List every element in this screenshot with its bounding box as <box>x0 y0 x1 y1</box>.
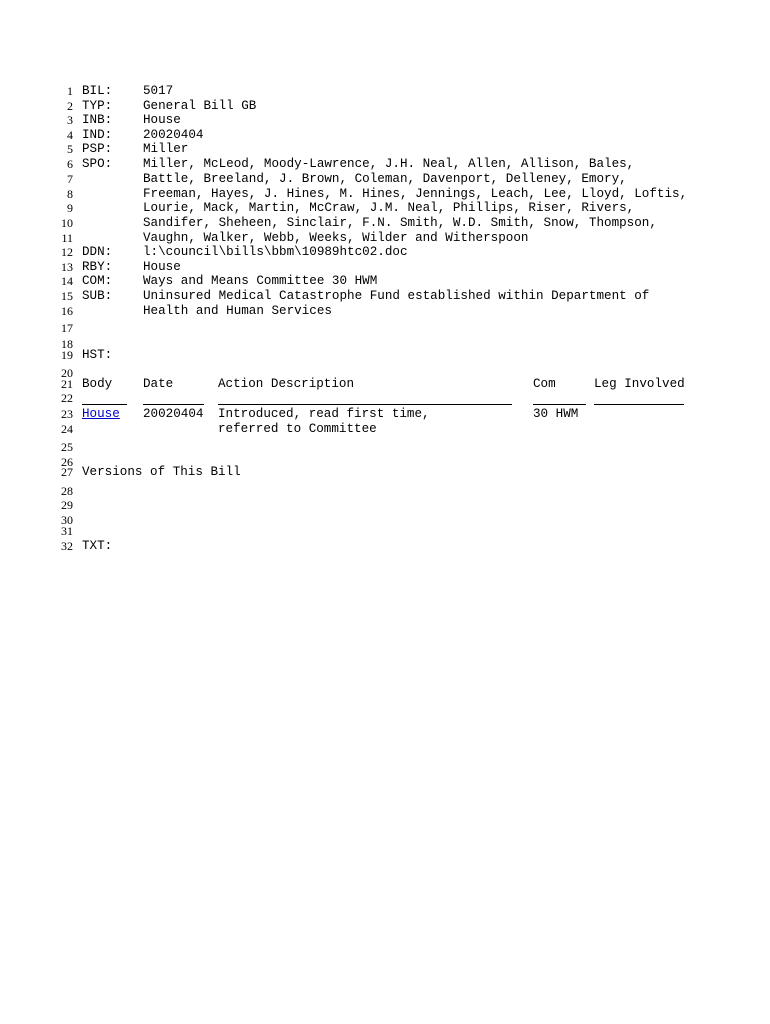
line-number: 26 <box>61 455 73 469</box>
body-link[interactable]: House <box>82 407 120 421</box>
rby-label: RBY: <box>82 260 113 274</box>
action-committee: 30 HWM <box>533 407 579 421</box>
sponsors-line: Miller, McLeod, Moody-Lawrence, J.H. Neal, Allen, Allison, Bales, <box>143 157 635 171</box>
line-number: 24 <box>61 422 73 436</box>
spo-label: SPO: <box>82 157 113 171</box>
line-number: 5 <box>67 142 73 156</box>
hst-label: HST: <box>82 348 113 362</box>
header-rule <box>594 404 684 405</box>
action-description: referred to Committee <box>218 422 377 436</box>
sponsors-line: Freeman, Hayes, J. Hines, M. Hines, Jennings, Leach, Lee, Lloyd, Loftis, <box>143 187 688 201</box>
sub-label: SUB: <box>82 289 113 303</box>
primary-sponsor: Miller <box>143 142 189 156</box>
action-date: 20020404 <box>143 407 204 421</box>
line-number: 20 <box>61 366 73 380</box>
line-number: 30 <box>61 513 73 527</box>
line-number: 31 <box>61 524 73 538</box>
line-number: 12 <box>61 245 73 259</box>
line-number: 28 <box>61 484 73 498</box>
psp-label: PSP: <box>82 142 113 156</box>
col-header-leg: Leg Involved <box>594 377 685 391</box>
line-number: 13 <box>61 260 73 274</box>
versions-heading: Versions of This Bill <box>82 465 241 479</box>
sponsors-line: Sandifer, Sheheen, Sinclair, F.N. Smith, W.D. Smith, Snow, Thompson, <box>143 216 657 230</box>
subject-line: Uninsured Medical Catastrophe Fund established within Department of <box>143 289 650 303</box>
col-header-action: Action Description <box>218 377 355 391</box>
header-rule <box>533 404 586 405</box>
header-rule <box>143 404 204 405</box>
col-header-body: Body <box>82 377 113 391</box>
bil-label: BIL: <box>82 84 113 98</box>
line-number: 17 <box>61 321 73 335</box>
line-number: 9 <box>67 201 73 215</box>
line-number: 25 <box>61 440 73 454</box>
line-number: 29 <box>61 498 73 512</box>
line-number: 27 <box>61 465 73 479</box>
introducing-body: House <box>143 113 181 127</box>
header-rule <box>218 404 512 405</box>
introduced-date: 20020404 <box>143 128 204 142</box>
col-header-com: Com <box>533 377 556 391</box>
line-number: 21 <box>61 377 73 391</box>
col-header-date: Date <box>143 377 174 391</box>
subject-line: Health and Human Services <box>143 304 332 318</box>
line-number: 22 <box>61 391 73 405</box>
line-number: 6 <box>67 157 73 171</box>
committee: Ways and Means Committee 30 HWM <box>143 274 378 288</box>
line-number: 32 <box>61 539 73 553</box>
line-number: 19 <box>61 348 73 362</box>
line-number: 1 <box>67 84 73 98</box>
line-number: 16 <box>61 304 73 318</box>
line-number: 4 <box>67 128 73 142</box>
bill-number: 5017 <box>143 84 174 98</box>
referred-by: House <box>143 260 181 274</box>
typ-label: TYP: <box>82 99 113 113</box>
sponsors-line: Lourie, Mack, Martin, McCraw, J.M. Neal, Phillips, Riser, Rivers, <box>143 201 635 215</box>
sponsors-line: Battle, Breeland, J. Brown, Coleman, Davenport, Delleney, Emory, <box>143 172 627 186</box>
inb-label: INB: <box>82 113 113 127</box>
ind-label: IND: <box>82 128 113 142</box>
line-number: 11 <box>61 231 73 245</box>
header-rule <box>82 404 127 405</box>
line-number: 7 <box>67 172 73 186</box>
line-number: 23 <box>61 407 73 421</box>
line-number: 10 <box>61 216 73 230</box>
line-number: 8 <box>67 187 73 201</box>
action-description: Introduced, read first time, <box>218 407 430 421</box>
bill-type: General Bill GB <box>143 99 257 113</box>
line-number: 18 <box>61 337 73 351</box>
com-label: COM: <box>82 274 113 288</box>
document-path: l:\council\bills\bbm\10989htc02.doc <box>143 245 408 259</box>
ddn-label: DDN: <box>82 245 113 259</box>
line-number: 2 <box>67 99 73 113</box>
line-number: 14 <box>61 274 73 288</box>
sponsors-line: Vaughn, Walker, Webb, Weeks, Wilder and Witherspoon <box>143 231 529 245</box>
txt-label: TXT: <box>82 539 113 553</box>
line-number: 15 <box>61 289 73 303</box>
line-number: 3 <box>67 113 73 127</box>
